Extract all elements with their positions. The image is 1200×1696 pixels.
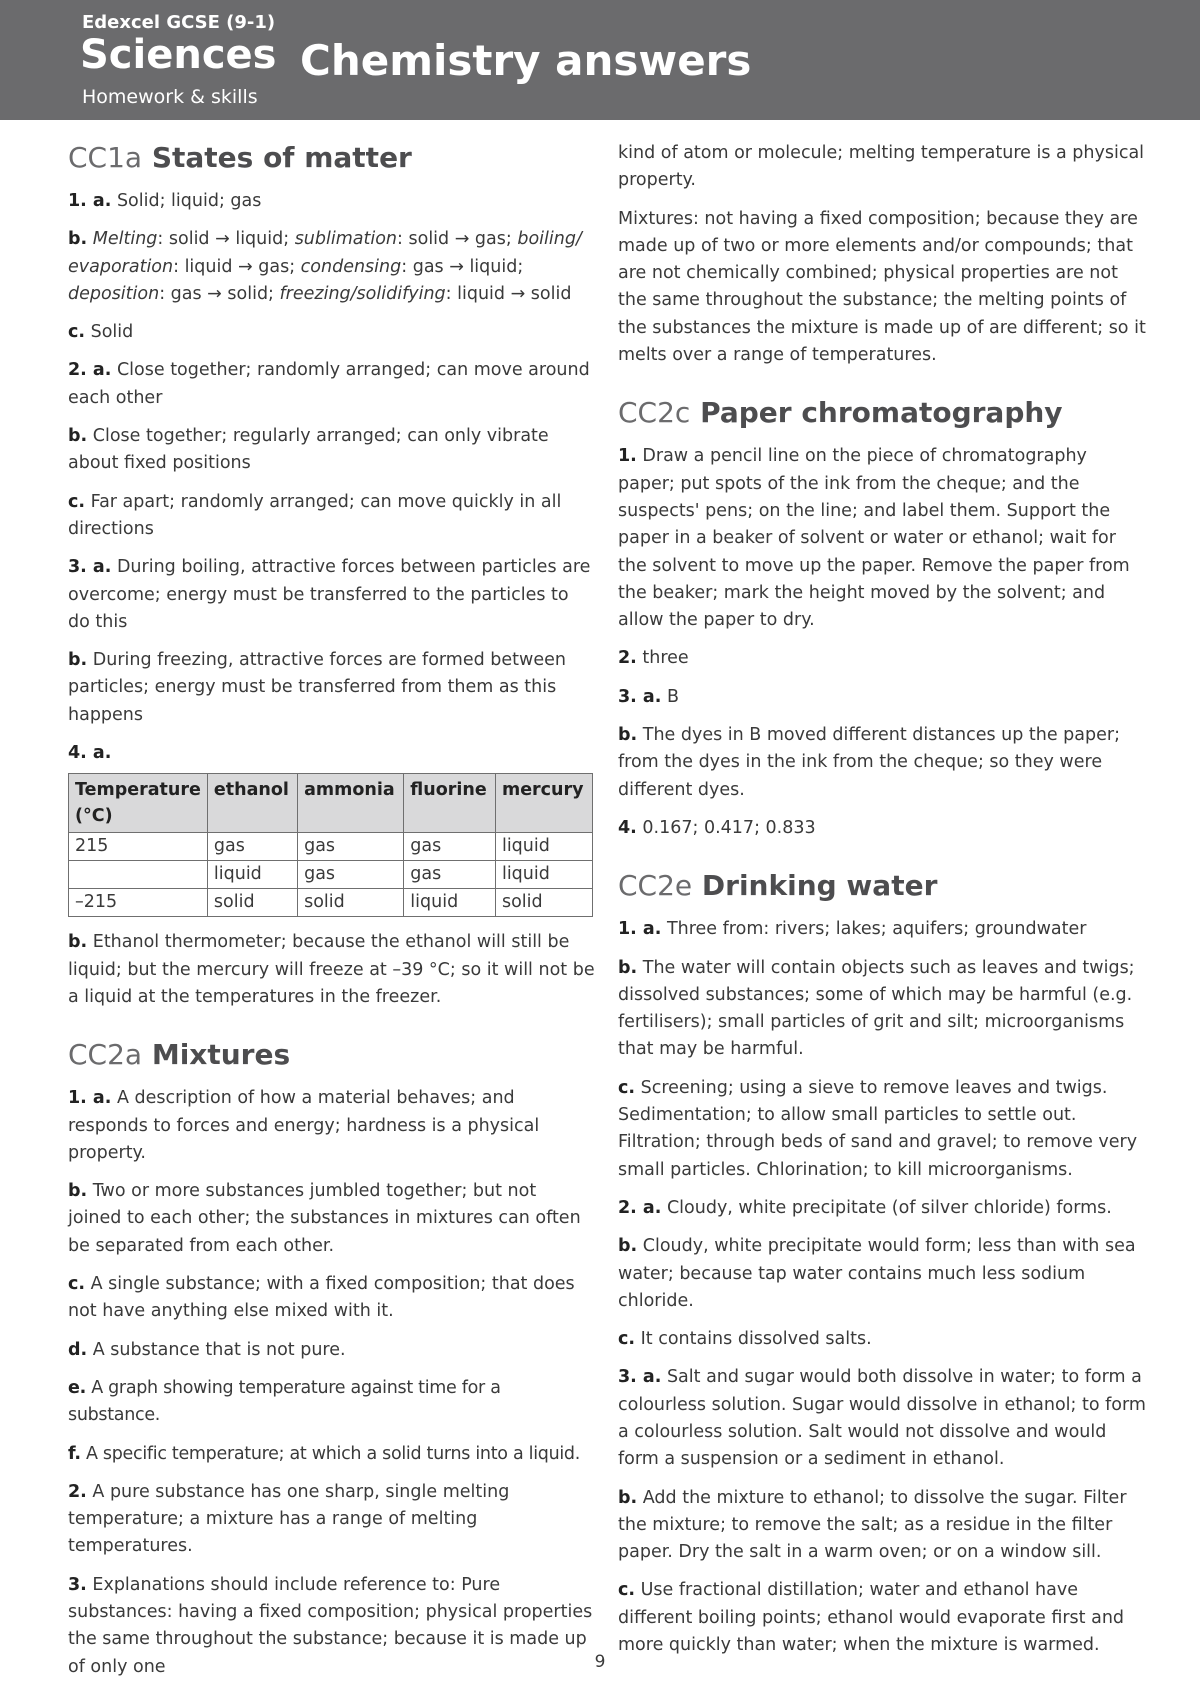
answer xyxy=(68,929,595,1011)
answer xyxy=(68,647,595,729)
answer-text: The water will contain objects such as leaves and twigs; dissolved substances; some of which may be harmful (e.g. fertilisers); small particles of grit and silt; microorganisms that may be harmful. xyxy=(618,957,1135,1060)
term: boiling/ evaporation xyxy=(68,229,582,277)
answer xyxy=(68,1479,595,1561)
answer-number: b. xyxy=(618,1487,638,1508)
answer-text: : liquid → gas; xyxy=(173,256,301,277)
answer xyxy=(68,1271,595,1326)
table-header: fluorine xyxy=(404,774,496,833)
answer-text: During boiling, attractive forces between particles are overcome; energy must be transferred to the particles to do this xyxy=(68,557,591,632)
page-title: Chemistry answers xyxy=(300,36,752,85)
section-title: Drinking water xyxy=(701,869,938,903)
answer-number: b. xyxy=(68,1181,88,1202)
section-title: Mixtures xyxy=(151,1038,291,1072)
answer-number: 2. xyxy=(618,648,637,669)
answer-text: Draw a pencil line on the piece of chromatography paper; put spots of the ink from the cheque; and the suspects' pens; on the line; and label them. Support the paper in a beaker of solvent or water or ethanol; wait for the solvent to move up the paper. Remove the paper from the beaker; mark the height moved by the solvent; and allow the paper to dry. xyxy=(618,446,1130,631)
answer-text: : solid → liquid; xyxy=(157,229,295,250)
answer-continued: Mixtures: not having a fixed composition; because they are made up of two or more elements and/or compounds; that are not chemically combined; physical properties are not the same throughout the substance; the melting points of the substances the mixture is made up of are different; so it melts over a range of temperatures. xyxy=(618,208,1146,366)
answer-number: b. xyxy=(618,1236,638,1257)
answer xyxy=(68,1178,595,1260)
answer-number: 4. xyxy=(618,817,637,838)
answer xyxy=(618,815,1148,842)
answer xyxy=(618,955,1148,1064)
answer-number: c. xyxy=(618,1329,636,1350)
table-header-row xyxy=(69,774,593,833)
answer xyxy=(68,357,595,412)
answer-number: b. xyxy=(68,426,88,447)
answer-text: Close together; randomly arranged; can move around each other xyxy=(68,360,590,408)
answer-text: Ethanol thermometer; because the ethanol will still be liquid; but the mercury will freeze at –39 °C; so it will not be a liquid at the temperatures in the freezer. xyxy=(68,932,595,1007)
table-cell: solid xyxy=(298,889,404,917)
page-number: 9 xyxy=(594,1652,606,1672)
answer-number: 1. a. xyxy=(618,919,662,940)
section-title: Paper chromatography xyxy=(700,396,1063,430)
answer-text: A substance that is not pure. xyxy=(92,1339,346,1360)
page-header xyxy=(0,0,1200,120)
answer-number: b. xyxy=(68,932,88,953)
answer xyxy=(618,1577,1148,1659)
answer-number: 2. xyxy=(68,1481,87,1502)
states-table xyxy=(68,773,593,917)
answer-number: 1. a. xyxy=(68,191,112,211)
answer-text: 0.167; 0.417; 0.833 xyxy=(642,817,816,838)
table-row xyxy=(69,833,593,861)
section-title: States of matter xyxy=(151,141,412,174)
answer-text: During freezing, attractive forces are formed between particles; energy must be transferred from them as this happens xyxy=(68,650,566,725)
brand-subtitle: Homework & skills xyxy=(82,86,258,108)
answer-text: Close together; regularly arranged; can only vibrate about fixed positions xyxy=(68,426,549,474)
answer xyxy=(68,554,595,636)
section-code: CC2c xyxy=(618,396,691,430)
answer-text: A pure substance has one sharp, single melting temperature; a mixture has a range of melting temperatures. xyxy=(68,1481,510,1557)
table-cell: –215 xyxy=(69,889,208,917)
answer xyxy=(618,1195,1148,1222)
answer-number: 1. xyxy=(618,446,637,467)
answer xyxy=(68,1085,595,1167)
answer-text: B xyxy=(666,686,679,707)
answer-text: Use fractional distillation; water and ethanol have different boiling points; ethanol would evaporate first and more quickly than water; when the mixture is warmed. xyxy=(618,1580,1125,1656)
table-cell: liquid xyxy=(495,833,592,861)
answer xyxy=(68,188,595,215)
answer-continued: kind of atom or molecule; melting temperature is a physical property. xyxy=(618,143,1145,191)
table-header: mercury xyxy=(495,774,592,833)
answer-text: Add the mixture to ethanol; to dissolve the sugar. Filter the mixture; to remove the salt; as a residue in the filter paper. Dry the salt in a warm oven; or on a window sill. xyxy=(618,1487,1127,1563)
answer-number: 2. a. xyxy=(68,360,112,381)
answer xyxy=(618,916,1148,943)
answer-text: The dyes in B moved different distances up the paper; from the dyes in the ink from the cheque; so they were different dyes. xyxy=(618,725,1120,800)
answer xyxy=(618,1075,1148,1184)
term: condensing xyxy=(300,256,402,277)
answer-number: b. xyxy=(618,725,638,746)
section-code: CC2e xyxy=(618,869,693,903)
table-header: ethanol xyxy=(207,774,297,833)
table-cell: solid xyxy=(207,889,297,917)
answer xyxy=(68,423,595,478)
answer-number: f. xyxy=(68,1443,81,1464)
answer xyxy=(618,443,1148,634)
section-heading-cc2c xyxy=(618,395,1148,431)
term: freezing/solidifying xyxy=(279,283,446,304)
table-cell xyxy=(69,861,208,889)
answer-text: Solid; liquid; gas xyxy=(116,191,262,211)
brand-title: Sciences xyxy=(80,32,277,78)
answer-number: 3. xyxy=(68,1574,87,1595)
answer-number: c. xyxy=(68,322,86,343)
answer-text: three xyxy=(642,648,689,669)
answer-text: It contains dissolved salts. xyxy=(640,1329,872,1350)
table-cell: liquid xyxy=(404,889,496,917)
answer-text: A graph showing temperature against time for a substance. xyxy=(68,1377,501,1426)
answer xyxy=(618,1326,1148,1353)
answer-text: Far apart; randomly arranged; can move quickly in all directions xyxy=(68,491,562,539)
answer-number: 1. a. xyxy=(68,1088,112,1109)
table-cell: gas xyxy=(404,833,496,861)
answer-text: : liquid → solid xyxy=(445,283,572,304)
answer-number: e. xyxy=(68,1377,86,1398)
table-cell: liquid xyxy=(495,861,592,889)
answer-number: b. xyxy=(68,229,88,250)
table-cell: gas xyxy=(298,833,404,861)
series-label: Edexcel GCSE (9-1) xyxy=(82,12,276,33)
answer xyxy=(68,1337,595,1364)
answer xyxy=(68,740,595,767)
answer xyxy=(618,1233,1148,1315)
answer-number: 4. a. xyxy=(68,743,112,764)
answer-text: A specific temperature; at which a solid turns into a liquid. xyxy=(85,1443,580,1464)
answer-number: 3. a. xyxy=(618,1367,662,1388)
answer-text: A description of how a material behaves; and responds to forces and energy; hardness is a physical property. xyxy=(68,1088,540,1163)
answer-text: Solid xyxy=(90,322,134,343)
answer-number: b. xyxy=(618,957,638,978)
answer-text: Two or more substances jumbled together; but not joined to each other; the substances in mixtures can often be separated from each other. xyxy=(68,1181,581,1256)
answer-number: c. xyxy=(618,1580,636,1601)
answer xyxy=(68,226,595,308)
table-cell: liquid xyxy=(207,861,297,889)
answer xyxy=(68,1441,595,1468)
answer xyxy=(618,684,1148,711)
table-row xyxy=(69,889,593,917)
answer xyxy=(618,1485,1148,1567)
answer-text: : gas → solid; xyxy=(159,283,280,304)
answer-number: 3. a. xyxy=(618,686,662,707)
term: Melting xyxy=(92,229,158,250)
answer xyxy=(68,1375,595,1430)
answer-text: : solid → gas; xyxy=(397,229,518,250)
answer-text: Three from: rivers; lakes; aquifers; groundwater xyxy=(666,919,1087,940)
answer xyxy=(68,319,595,346)
table-cell: solid xyxy=(495,889,592,917)
answer xyxy=(68,489,595,544)
answer xyxy=(618,645,1148,672)
section-heading-cc2a xyxy=(68,1037,595,1073)
left-column xyxy=(68,140,595,1692)
answer-number: c. xyxy=(618,1077,636,1098)
answer-text: A single substance; with a fixed composition; that does not have anything else mixed with it. xyxy=(68,1274,575,1322)
section-code: CC1a xyxy=(68,141,143,174)
answer-text: Cloudy, white precipitate would form; less than with sea water; because tap water contains much less sodium chloride. xyxy=(618,1236,1136,1311)
answer-text: Screening; using a sieve to remove leaves and twigs. Sedimentation; to allow small particles to settle out. Filtration; through beds of sand and gravel; to remove very small particles. Chlorination; to kill microorganisms. xyxy=(618,1077,1138,1180)
answer xyxy=(618,722,1148,804)
section-code: CC2a xyxy=(68,1038,143,1072)
answer-number: b. xyxy=(68,650,88,671)
table-cell: 215 xyxy=(69,833,208,861)
answer xyxy=(618,1364,1148,1473)
answer-text: Salt and sugar would both dissolve in water; to form a colourless solution. Sugar would dissolve in ethanol; to form a colourless solution. Salt would not dissolve and would form a suspension or a sediment in ethanol. xyxy=(618,1367,1146,1470)
term: deposition xyxy=(68,283,160,304)
answer-text: : gas → liquid; xyxy=(401,256,524,277)
table-cell: gas xyxy=(207,833,297,861)
table-header: ammonia xyxy=(298,774,404,833)
section-heading-cc2e xyxy=(618,868,1148,904)
table-header: Temperature (°C) xyxy=(69,774,208,833)
answer-text: Cloudy, white precipitate (of silver chloride) forms. xyxy=(666,1197,1112,1218)
table-cell: gas xyxy=(298,861,404,889)
answer-text: Explanations should include reference to: Pure substances: having a fixed composition; physical properties the same throughout the substance; because it is made up of only one xyxy=(68,1574,593,1677)
answer-number: d. xyxy=(68,1339,88,1360)
term: sublimation xyxy=(294,229,398,250)
answer-number: c. xyxy=(68,1274,86,1295)
table-cell: gas xyxy=(404,861,496,889)
answer-number: c. xyxy=(68,491,86,512)
answer-number: 2. a. xyxy=(618,1197,662,1218)
right-column xyxy=(618,140,1148,1670)
table-row xyxy=(69,861,593,889)
section-heading-cc1a xyxy=(68,140,595,176)
answer-number: 3. a. xyxy=(68,557,112,578)
